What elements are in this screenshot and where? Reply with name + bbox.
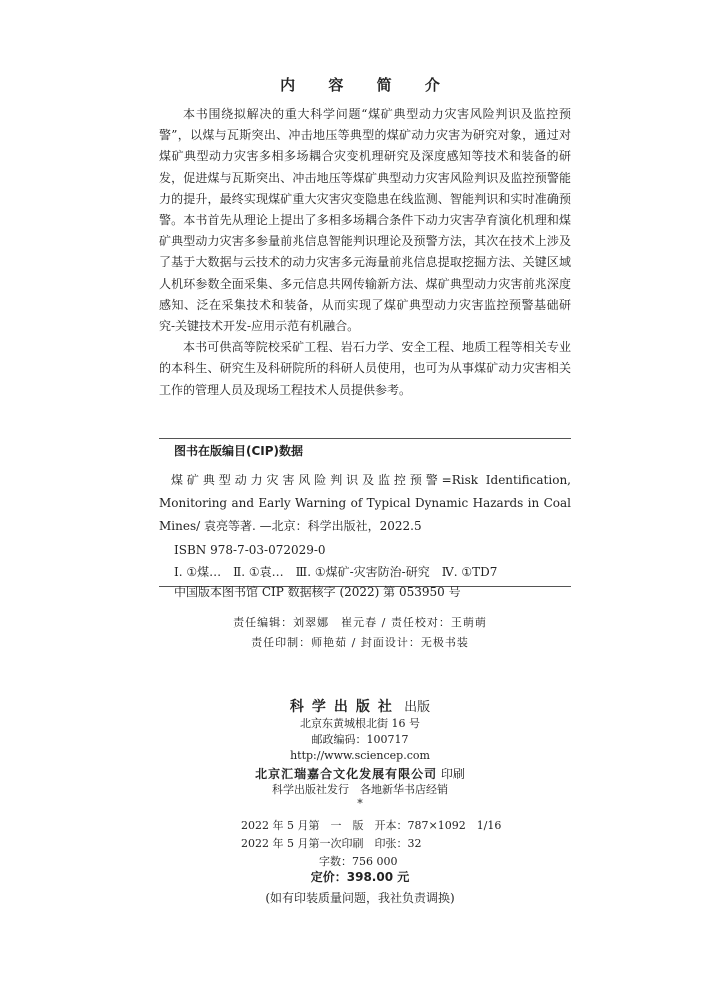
cip-classification: Ⅰ. ①煤… Ⅱ. ①袁… Ⅲ. ①煤矿-灾害防治-研究 Ⅳ. ①TD7 bbox=[174, 565, 498, 579]
editors-line-2: 责任印制：师艳茹 / 封面设计：无极书装 bbox=[251, 636, 469, 649]
edition-block bbox=[241, 817, 501, 871]
edition-line-1: 2022 年 5 月第 一 版 开本：787×1092 1/16 bbox=[241, 819, 502, 832]
editors-block bbox=[0, 613, 720, 653]
cip-isbn: ISBN 978-7-03-072029-0 bbox=[174, 543, 326, 557]
summary-paragraph-2: 本书可供高等院校采矿工程、岩石力学、安全工程、地质工程等相关专业的本科生、研究生及科研院所的科研人员使用，也可为从事煤矿动力灾害相关工作的管理人员及现场工程技术人员提供参考。 bbox=[159, 340, 571, 397]
publisher-suffix: 出版 bbox=[404, 700, 431, 715]
separator-star: * bbox=[357, 797, 363, 810]
publisher-url: http://www.sciencep.com bbox=[290, 749, 430, 762]
summary-paragraph-1: 本书围绕拟解决的重大科学问题“煤矿典型动力灾害风险判识及监控预警”，以煤与瓦斯突出、冲击地压等典型的煤矿动力灾害为研究对象，通过对煤矿典型动力灾害多相多场耦合灾变机理研究及深度感知等技术和装备的研发，促进煤与瓦斯突出、冲击地压等煤矿典型动力灾害风险判识及监控预警能力的提升，最终实现煤矿重大灾害灾变隐患在线监测、智能判识和实时准确预警。本书首先从理论上提出了多相多场耦合条件下动力灾害孕育演化机理和煤矿典型动力灾害多参量前兆信息智能判识理论及预警方法，其次在技术上涉及了基于大数据与云技术的动力灾害多元海量前兆信息提取挖掘方法、关键区域人机环参数全面采集、多元信息共网传输新方法、煤矿典型动力灾害前兆深度感知、泛在采集技术和装备，从而实现了煤矿典型动力灾害监控预警基础研究-关键技术开发-应用示范有机融合。 bbox=[159, 107, 571, 334]
edition-line-3: 字数：756 000 bbox=[319, 855, 398, 868]
printer-brand: 北京汇瑞嘉合文化发展有限公司 bbox=[255, 767, 438, 781]
cip-description: 煤矿典型动力灾害风险判识及监控预警=Risk Identification, Monitoring and Early Warning of Typical Dynamic Hazards in Coal Mines/ 袁亮等著. —北京：科学出版社，2022.5 bbox=[159, 473, 571, 533]
price: 定价：398.00 元 bbox=[310, 870, 410, 884]
printer-suffix: 印刷 bbox=[440, 767, 465, 781]
summary-section bbox=[159, 104, 571, 401]
printer-line bbox=[0, 766, 720, 782]
cip-data-block bbox=[159, 438, 571, 587]
cip-data-number: 中国版本图书馆 CIP 数据核字 (2022) 第 053950 号 bbox=[174, 585, 461, 599]
editors-line-1: 责任编辑：刘翠娜 崔元春 / 责任校对：王萌萌 bbox=[233, 616, 487, 629]
distribution-line: 科学出版社发行 各地新华书店经销 bbox=[272, 783, 448, 796]
quality-note: (如有印装质量问题，我社负责调换) bbox=[265, 891, 455, 905]
page-title: 内 容 简 介 bbox=[280, 76, 454, 94]
publisher-address: 北京东黄城根北街 16 号 bbox=[300, 717, 420, 730]
publisher-name bbox=[0, 699, 720, 716]
publisher-block bbox=[0, 699, 720, 810]
cip-heading: 图书在版编目(CIP)数据 bbox=[174, 444, 304, 458]
publisher-brand: 科学出版社 bbox=[289, 699, 400, 715]
edition-line-2: 2022 年 5 月第一次印刷 印张：32 bbox=[241, 837, 422, 850]
publisher-postcode: 邮政编码：100717 bbox=[311, 733, 409, 746]
